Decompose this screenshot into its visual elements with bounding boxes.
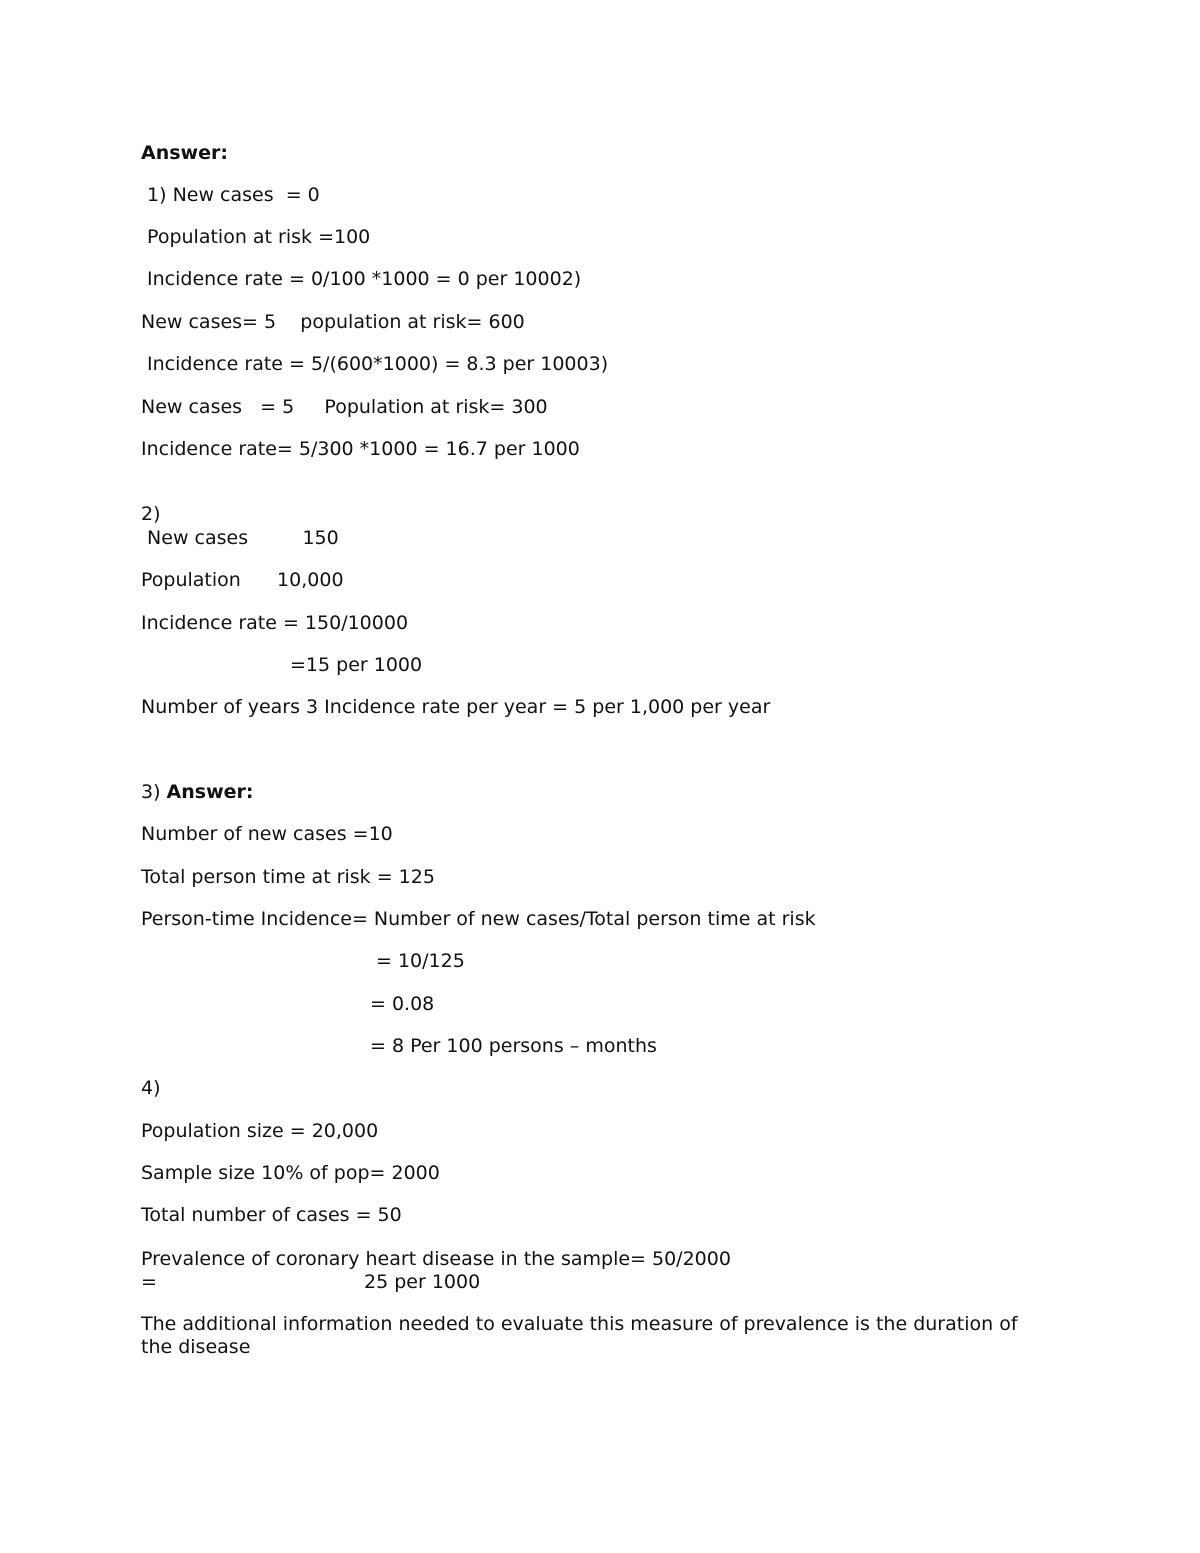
q1-line-3: Incidence rate = 0/100 *1000 = 0 per 10002) — [141, 268, 582, 290]
q1-line-4: New cases= 5 population at risk= 600 — [141, 311, 525, 333]
q1-line-6: New cases = 5 Population at risk= 300 — [141, 396, 548, 418]
q3-answer-label: Answer: — [166, 781, 254, 803]
q2-line-5: Number of years 3 Incidence rate per year = 5 per 1,000 per year — [141, 696, 771, 718]
q3-line-4: = 10/125 — [376, 950, 465, 972]
answer-heading: Answer: — [141, 142, 228, 164]
q3-line-2: Total person time at risk = 125 — [141, 866, 435, 888]
q4-line-5-value: 25 per 1000 — [364, 1271, 481, 1293]
q4-line-6: The additional information needed to evaluate this measure of prevalence is the duration of — [141, 1313, 1018, 1335]
q4-line-7: the disease — [141, 1336, 251, 1358]
q1-line-7: Incidence rate= 5/300 *1000 = 16.7 per 1000 — [141, 438, 580, 460]
q3-line-1: Number of new cases =10 — [141, 823, 393, 845]
q4-line-1: Population size = 20,000 — [141, 1120, 379, 1142]
q3-label: 3) — [141, 781, 167, 803]
q2-line-2: Population 10,000 — [141, 569, 344, 591]
q2-line-1: New cases 150 — [141, 527, 339, 549]
q3-line-3: Person-time Incidence= Number of new cases/Total person time at risk — [141, 908, 816, 930]
q2-label: 2) — [141, 503, 161, 525]
q4-label: 4) — [141, 1077, 161, 1099]
q2-line-4: =15 per 1000 — [290, 654, 423, 676]
q4-line-3: Total number of cases = 50 — [141, 1204, 402, 1226]
q1-line-5: Incidence rate = 5/(600*1000) = 8.3 per 10003) — [141, 353, 609, 375]
q3-line-5: = 0.08 — [370, 993, 435, 1015]
q1-line-1: 1) New cases = 0 — [141, 184, 320, 206]
q1-line-2: Population at risk =100 — [141, 226, 371, 248]
q4-line-4: Prevalence of coronary heart disease in the sample= 50/2000 — [141, 1248, 731, 1270]
q4-line-2: Sample size 10% of pop= 2000 — [141, 1162, 440, 1184]
q3-heading — [141, 781, 254, 803]
q4-line-5-equals: = — [141, 1271, 157, 1293]
q3-line-6: = 8 Per 100 persons – months — [370, 1035, 657, 1057]
q2-line-3: Incidence rate = 150/10000 — [141, 612, 409, 634]
